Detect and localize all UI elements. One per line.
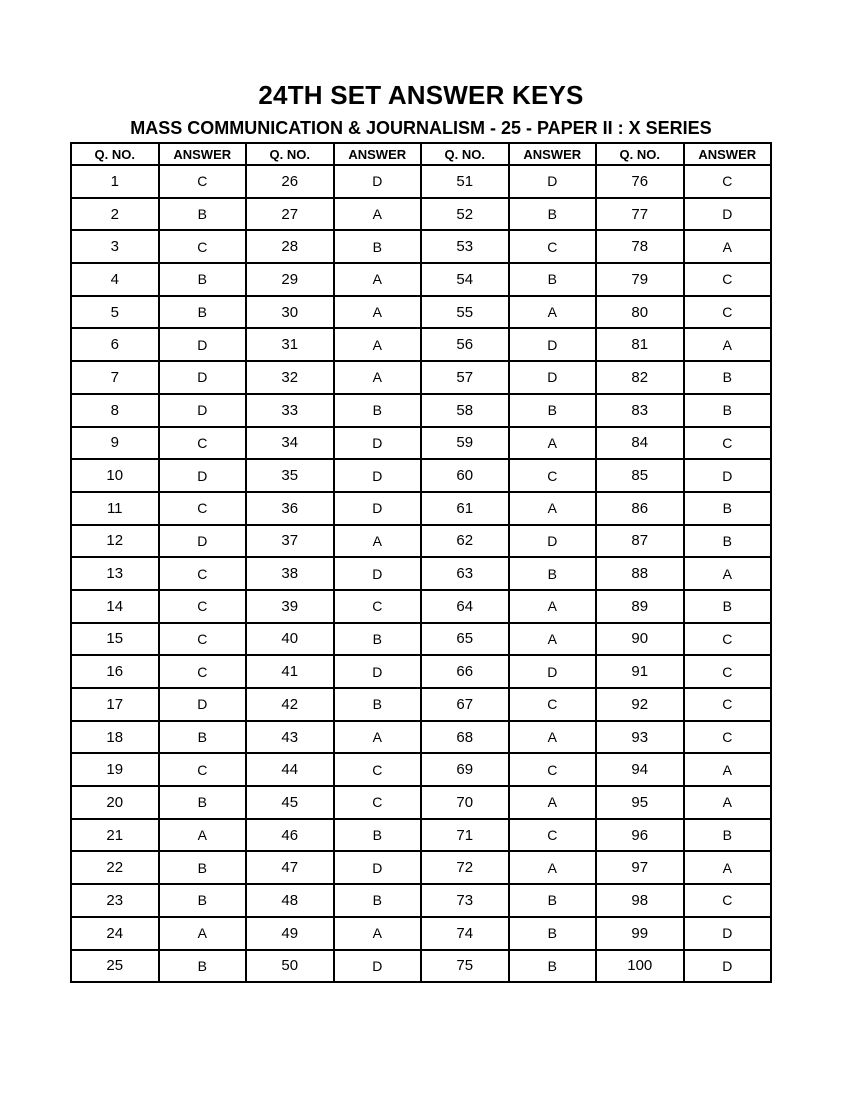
answer-cell: B bbox=[159, 851, 247, 884]
answer-cell: C bbox=[509, 819, 597, 852]
question-number-cell: 36 bbox=[246, 492, 334, 525]
question-number-cell: 26 bbox=[246, 165, 334, 198]
question-number-cell: 48 bbox=[246, 884, 334, 917]
question-number-cell: 33 bbox=[246, 394, 334, 427]
header-qno-3: Q. NO. bbox=[421, 143, 509, 165]
question-number-cell: 68 bbox=[421, 721, 509, 754]
question-number-cell: 25 bbox=[71, 950, 159, 983]
question-number-cell: 61 bbox=[421, 492, 509, 525]
answer-cell: A bbox=[684, 753, 772, 786]
answer-cell: A bbox=[334, 721, 422, 754]
question-number-cell: 72 bbox=[421, 851, 509, 884]
answer-cell: C bbox=[334, 590, 422, 623]
answer-cell: A bbox=[509, 590, 597, 623]
answer-cell: B bbox=[159, 786, 247, 819]
answer-cell: B bbox=[159, 884, 247, 917]
answer-cell: C bbox=[159, 165, 247, 198]
answer-cell: B bbox=[509, 198, 597, 231]
question-number-cell: 7 bbox=[71, 361, 159, 394]
answer-cell: B bbox=[684, 394, 772, 427]
question-number-cell: 66 bbox=[421, 655, 509, 688]
question-number-cell: 20 bbox=[71, 786, 159, 819]
question-number-cell: 90 bbox=[596, 623, 684, 656]
question-number-cell: 81 bbox=[596, 328, 684, 361]
answer-cell: C bbox=[334, 786, 422, 819]
question-number-cell: 56 bbox=[421, 328, 509, 361]
answer-cell: D bbox=[334, 459, 422, 492]
question-number-cell: 47 bbox=[246, 851, 334, 884]
header-qno-4: Q. NO. bbox=[596, 143, 684, 165]
answer-cell: A bbox=[684, 230, 772, 263]
answer-cell: A bbox=[334, 328, 422, 361]
answer-cell: D bbox=[509, 165, 597, 198]
answer-cell: B bbox=[334, 230, 422, 263]
question-number-cell: 69 bbox=[421, 753, 509, 786]
table-row bbox=[71, 165, 771, 198]
question-number-cell: 3 bbox=[71, 230, 159, 263]
question-number-cell: 73 bbox=[421, 884, 509, 917]
question-number-cell: 83 bbox=[596, 394, 684, 427]
answer-cell: D bbox=[334, 492, 422, 525]
answer-cell: B bbox=[509, 263, 597, 296]
answer-cell: C bbox=[159, 230, 247, 263]
answer-cell: A bbox=[509, 492, 597, 525]
answer-cell: C bbox=[684, 655, 772, 688]
answer-cell: D bbox=[334, 165, 422, 198]
answer-cell: A bbox=[334, 361, 422, 394]
answer-cell: C bbox=[159, 427, 247, 460]
question-number-cell: 49 bbox=[246, 917, 334, 950]
answer-cell: A bbox=[509, 427, 597, 460]
answer-cell: A bbox=[509, 786, 597, 819]
table-row bbox=[71, 328, 771, 361]
table-row bbox=[71, 851, 771, 884]
question-number-cell: 2 bbox=[71, 198, 159, 231]
table-row bbox=[71, 296, 771, 329]
question-number-cell: 55 bbox=[421, 296, 509, 329]
answer-cell: A bbox=[334, 525, 422, 558]
question-number-cell: 41 bbox=[246, 655, 334, 688]
answer-cell: A bbox=[334, 198, 422, 231]
answer-cell: B bbox=[159, 263, 247, 296]
header-qno-2: Q. NO. bbox=[246, 143, 334, 165]
table-row bbox=[71, 623, 771, 656]
answer-cell: C bbox=[159, 557, 247, 590]
question-number-cell: 58 bbox=[421, 394, 509, 427]
answer-cell: C bbox=[509, 688, 597, 721]
table-row bbox=[71, 492, 771, 525]
answer-cell: D bbox=[509, 361, 597, 394]
question-number-cell: 22 bbox=[71, 851, 159, 884]
answer-cell: B bbox=[684, 819, 772, 852]
question-number-cell: 82 bbox=[596, 361, 684, 394]
table-row bbox=[71, 721, 771, 754]
answer-cell: B bbox=[509, 917, 597, 950]
answer-cell: D bbox=[334, 427, 422, 460]
answer-cell: D bbox=[684, 198, 772, 231]
answer-cell: A bbox=[509, 623, 597, 656]
table-row bbox=[71, 590, 771, 623]
question-number-cell: 59 bbox=[421, 427, 509, 460]
question-number-cell: 15 bbox=[71, 623, 159, 656]
answer-cell: B bbox=[334, 819, 422, 852]
answer-cell: A bbox=[334, 917, 422, 950]
answer-cell: A bbox=[334, 296, 422, 329]
answer-cell: A bbox=[684, 786, 772, 819]
question-number-cell: 92 bbox=[596, 688, 684, 721]
question-number-cell: 32 bbox=[246, 361, 334, 394]
answer-cell: B bbox=[509, 394, 597, 427]
answer-cell: C bbox=[684, 263, 772, 296]
answer-cell: D bbox=[684, 950, 772, 983]
answer-cell: B bbox=[159, 198, 247, 231]
answer-cell: D bbox=[509, 525, 597, 558]
question-number-cell: 98 bbox=[596, 884, 684, 917]
question-number-cell: 13 bbox=[71, 557, 159, 590]
table-row bbox=[71, 557, 771, 590]
question-number-cell: 10 bbox=[71, 459, 159, 492]
answer-cell: A bbox=[684, 328, 772, 361]
question-number-cell: 9 bbox=[71, 427, 159, 460]
question-number-cell: 87 bbox=[596, 525, 684, 558]
question-number-cell: 34 bbox=[246, 427, 334, 460]
header-answer-1: ANSWER bbox=[159, 143, 247, 165]
header-answer-2: ANSWER bbox=[334, 143, 422, 165]
table-header-row bbox=[71, 143, 771, 165]
question-number-cell: 60 bbox=[421, 459, 509, 492]
question-number-cell: 97 bbox=[596, 851, 684, 884]
answer-cell: B bbox=[334, 688, 422, 721]
answer-cell: B bbox=[684, 492, 772, 525]
table-row bbox=[71, 655, 771, 688]
question-number-cell: 80 bbox=[596, 296, 684, 329]
table-row bbox=[71, 819, 771, 852]
question-number-cell: 65 bbox=[421, 623, 509, 656]
question-number-cell: 74 bbox=[421, 917, 509, 950]
question-number-cell: 45 bbox=[246, 786, 334, 819]
table-row bbox=[71, 230, 771, 263]
question-number-cell: 4 bbox=[71, 263, 159, 296]
table-row bbox=[71, 459, 771, 492]
answer-cell: D bbox=[159, 525, 247, 558]
answer-cell: D bbox=[159, 688, 247, 721]
answer-cell: A bbox=[509, 296, 597, 329]
question-number-cell: 44 bbox=[246, 753, 334, 786]
table-row bbox=[71, 525, 771, 558]
question-number-cell: 43 bbox=[246, 721, 334, 754]
question-number-cell: 75 bbox=[421, 950, 509, 983]
answer-cell: C bbox=[684, 623, 772, 656]
question-number-cell: 70 bbox=[421, 786, 509, 819]
question-number-cell: 63 bbox=[421, 557, 509, 590]
answer-cell: B bbox=[509, 884, 597, 917]
question-number-cell: 16 bbox=[71, 655, 159, 688]
question-number-cell: 62 bbox=[421, 525, 509, 558]
table-row bbox=[71, 753, 771, 786]
answer-cell: D bbox=[509, 655, 597, 688]
question-number-cell: 1 bbox=[71, 165, 159, 198]
question-number-cell: 86 bbox=[596, 492, 684, 525]
question-number-cell: 40 bbox=[246, 623, 334, 656]
question-number-cell: 28 bbox=[246, 230, 334, 263]
question-number-cell: 17 bbox=[71, 688, 159, 721]
answer-cell: C bbox=[159, 623, 247, 656]
question-number-cell: 84 bbox=[596, 427, 684, 460]
answer-cell: B bbox=[509, 950, 597, 983]
header-answer-4: ANSWER bbox=[684, 143, 772, 165]
table-row bbox=[71, 263, 771, 296]
answer-cell: A bbox=[509, 721, 597, 754]
question-number-cell: 12 bbox=[71, 525, 159, 558]
answer-cell: B bbox=[159, 950, 247, 983]
answer-cell: C bbox=[684, 688, 772, 721]
question-number-cell: 31 bbox=[246, 328, 334, 361]
question-number-cell: 37 bbox=[246, 525, 334, 558]
table-row bbox=[71, 884, 771, 917]
answer-cell: D bbox=[684, 459, 772, 492]
answer-cell: D bbox=[159, 394, 247, 427]
question-number-cell: 24 bbox=[71, 917, 159, 950]
answer-cell: B bbox=[159, 721, 247, 754]
question-number-cell: 30 bbox=[246, 296, 334, 329]
question-number-cell: 57 bbox=[421, 361, 509, 394]
question-number-cell: 76 bbox=[596, 165, 684, 198]
question-number-cell: 100 bbox=[596, 950, 684, 983]
question-number-cell: 99 bbox=[596, 917, 684, 950]
table-row bbox=[71, 394, 771, 427]
table-row bbox=[71, 786, 771, 819]
answer-cell: C bbox=[684, 296, 772, 329]
question-number-cell: 21 bbox=[71, 819, 159, 852]
answer-cell: C bbox=[159, 753, 247, 786]
question-number-cell: 64 bbox=[421, 590, 509, 623]
answer-cell: B bbox=[684, 525, 772, 558]
answer-cell: C bbox=[159, 590, 247, 623]
question-number-cell: 27 bbox=[246, 198, 334, 231]
answer-cell: B bbox=[509, 557, 597, 590]
question-number-cell: 50 bbox=[246, 950, 334, 983]
table-row bbox=[71, 950, 771, 983]
question-number-cell: 8 bbox=[71, 394, 159, 427]
answer-cell: B bbox=[334, 623, 422, 656]
answer-cell: C bbox=[509, 459, 597, 492]
question-number-cell: 71 bbox=[421, 819, 509, 852]
question-number-cell: 52 bbox=[421, 198, 509, 231]
question-number-cell: 18 bbox=[71, 721, 159, 754]
table-row bbox=[71, 198, 771, 231]
question-number-cell: 38 bbox=[246, 557, 334, 590]
question-number-cell: 29 bbox=[246, 263, 334, 296]
table-body bbox=[71, 165, 771, 982]
question-number-cell: 39 bbox=[246, 590, 334, 623]
answer-cell: A bbox=[509, 851, 597, 884]
question-number-cell: 79 bbox=[596, 263, 684, 296]
answer-cell: D bbox=[334, 557, 422, 590]
answer-cell: B bbox=[159, 296, 247, 329]
answer-cell: A bbox=[334, 263, 422, 296]
question-number-cell: 54 bbox=[421, 263, 509, 296]
question-number-cell: 42 bbox=[246, 688, 334, 721]
answer-cell: A bbox=[159, 819, 247, 852]
answer-cell: C bbox=[509, 753, 597, 786]
table-row bbox=[71, 688, 771, 721]
answer-cell: D bbox=[334, 950, 422, 983]
question-number-cell: 67 bbox=[421, 688, 509, 721]
answer-cell: C bbox=[159, 492, 247, 525]
question-number-cell: 35 bbox=[246, 459, 334, 492]
question-number-cell: 77 bbox=[596, 198, 684, 231]
question-number-cell: 19 bbox=[71, 753, 159, 786]
page-subtitle: MASS COMMUNICATION & JOURNALISM - 25 - PAPER II : X SERIES bbox=[130, 118, 712, 138]
answer-cell: B bbox=[334, 394, 422, 427]
answer-cell: C bbox=[159, 655, 247, 688]
answer-cell: D bbox=[159, 328, 247, 361]
question-number-cell: 85 bbox=[596, 459, 684, 492]
question-number-cell: 95 bbox=[596, 786, 684, 819]
answer-cell: D bbox=[334, 655, 422, 688]
question-number-cell: 91 bbox=[596, 655, 684, 688]
question-number-cell: 88 bbox=[596, 557, 684, 590]
question-number-cell: 14 bbox=[71, 590, 159, 623]
answer-cell: A bbox=[684, 557, 772, 590]
question-number-cell: 51 bbox=[421, 165, 509, 198]
header-answer-3: ANSWER bbox=[509, 143, 597, 165]
question-number-cell: 23 bbox=[71, 884, 159, 917]
question-number-cell: 53 bbox=[421, 230, 509, 263]
answer-cell: D bbox=[159, 459, 247, 492]
answer-cell: A bbox=[159, 917, 247, 950]
answer-cell: D bbox=[159, 361, 247, 394]
answer-cell: B bbox=[334, 884, 422, 917]
header-qno-1: Q. NO. bbox=[71, 143, 159, 165]
answer-cell: A bbox=[684, 851, 772, 884]
question-number-cell: 94 bbox=[596, 753, 684, 786]
answer-cell: C bbox=[684, 884, 772, 917]
answer-cell: C bbox=[684, 427, 772, 460]
question-number-cell: 5 bbox=[71, 296, 159, 329]
question-number-cell: 6 bbox=[71, 328, 159, 361]
table-row bbox=[71, 917, 771, 950]
answer-cell: B bbox=[684, 590, 772, 623]
question-number-cell: 93 bbox=[596, 721, 684, 754]
answer-cell: D bbox=[509, 328, 597, 361]
question-number-cell: 96 bbox=[596, 819, 684, 852]
question-number-cell: 78 bbox=[596, 230, 684, 263]
table-row bbox=[71, 427, 771, 460]
question-number-cell: 46 bbox=[246, 819, 334, 852]
page-title: 24TH SET ANSWER KEYS bbox=[258, 80, 584, 110]
answer-cell: C bbox=[684, 165, 772, 198]
answer-cell: D bbox=[684, 917, 772, 950]
table-row bbox=[71, 361, 771, 394]
answer-key-table bbox=[70, 142, 772, 983]
question-number-cell: 89 bbox=[596, 590, 684, 623]
answer-cell: D bbox=[334, 851, 422, 884]
question-number-cell: 11 bbox=[71, 492, 159, 525]
answer-cell: C bbox=[509, 230, 597, 263]
answer-cell: B bbox=[684, 361, 772, 394]
answer-cell: C bbox=[684, 721, 772, 754]
answer-cell: C bbox=[334, 753, 422, 786]
